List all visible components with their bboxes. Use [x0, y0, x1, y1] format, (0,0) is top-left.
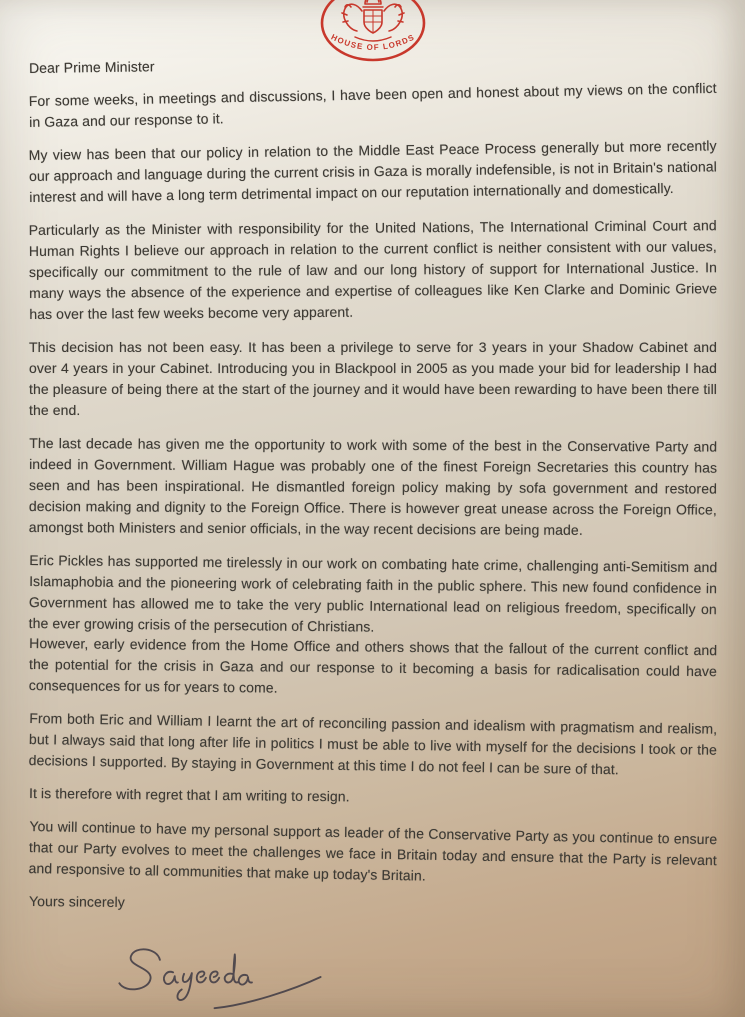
paragraph-william-hague: The last decade has given me the opportunity to work with some of the best in the Conservative Party and indeed in Government. William Hague was probably one of the finest Foreign Secretaries this country has seen and has been inspirational. He dismantled foreign policy making by sofa government and restored decision making and dignity to the Foreign Office. There is however great unease across the Foreign Office, amongst both Ministers and senior officials, in the way recent decisions are being made.	[28, 435, 718, 538]
paragraph-gaza-views: For some weeks, in meetings and discussions, I have been open and honest about my views on the conflict in Gaza and our response to it.	[28, 79, 717, 130]
svg-text:HOUSE OF LORDS	[330, 32, 417, 52]
crest-text: HOUSE OF LORDS	[329, 32, 417, 53]
salutation: Dear Prime Minister	[28, 58, 155, 76]
paragraph-policy-indefensible: My view has been that our policy in relation to the Middle East Peace Process generally but more recently our approach and language during the current crisis in Gaza is morally indefensible, is not in Britain's national interest and will have a long term detrimental impact on our reputation internationally and domestically.	[28, 137, 718, 205]
paragraph-pragmatism-realism: From both Eric and William I learnt the art of reconciling passion and idealism with pragmatism and realism, but I always said that long after life in politics I must be able to live with myself for the decisions I took or the decisions I supported. By staying in Government at this time I do not feel I can be sure of that.	[28, 710, 718, 778]
paragraph-resignation-statement: It is therefore with regret that I am writing to resign.	[28, 785, 350, 805]
letter-body	[29, 58, 717, 924]
closing-valediction: Yours sincerely	[28, 893, 126, 911]
paragraph-decision-not-easy: This decision has not been easy. It has been a privilege to serve for 3 years in your Shadow Cabinet and over 4 years in your Cabinet. Introducing you in Blackpool in 2005 as you made your bid for leadership I had the pleasure of being there at the start of the journey and it would have been rewarding to have been there till the end.	[29, 339, 717, 418]
signature-sayeeda	[82, 938, 347, 1016]
paragraph-continued-support: You will continue to have my personal support as leader of the Conservative Party as you continue to ensure that our Party evolves to meet the challenges we face in Britain today and ensure that the Party is relevant and responsive to all communities that make up today's Britain.	[28, 818, 718, 884]
paragraph-un-responsibility: Particularly as the Minister with responsibility for the United Nations, The International Criminal Court and Human Rights I believe our approach in relation to the current conflict is neither consistent with our values, specifically our commitment to the rule of law and our long history of support for International Justice. In many ways the absence of the experience and expertise of colleagues like Ken Clarke and Dominic Grieve has over the last few weeks become very apparent.	[28, 217, 718, 322]
paragraph-home-office-evidence: However, early evidence from the Home Office and others shows that the fallout of the current conflict and the potential for the crisis in Gaza and our response to it becoming a basis for radicalisation could have consequences for us for years to come.	[28, 635, 718, 696]
paragraph-eric-pickles: Eric Pickles has supported me tirelessly in our work on combating hate crime, challenging anti-Semitism and Islamaphobia and the pioneering work of celebrating faith in the public sphere. This new found confidence in Government has allowed me to take the very public International lead on religious freedom, specifically on the ever growing crisis of the persecution of Christians.	[28, 552, 718, 635]
